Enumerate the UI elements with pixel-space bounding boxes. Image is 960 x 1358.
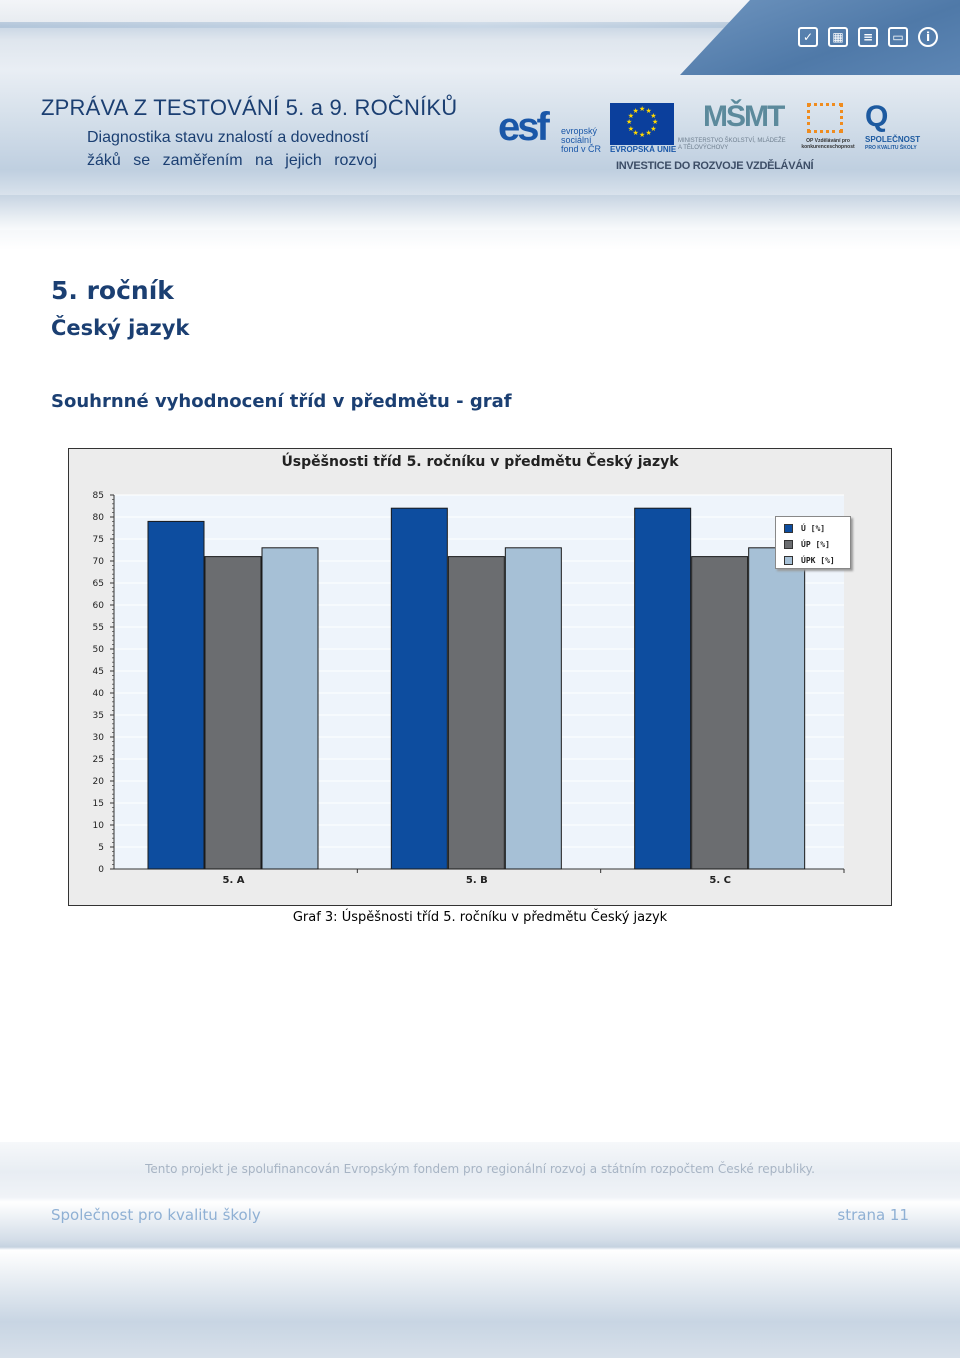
legend-swatch [784, 556, 793, 565]
msmt-text: MINISTERSTVO ŠKOLSTVÍ, MLÁDEŽE A TĚLOVÝCHOVY [678, 138, 786, 151]
legend-swatch [784, 540, 793, 549]
legend-swatch [784, 524, 793, 533]
footer-organization: Společnost pro kvalitu školy [51, 1206, 261, 1224]
y-tick-label: 25 [92, 755, 104, 765]
x-tick-label: 5. A [222, 875, 245, 886]
bar-1 [635, 508, 691, 869]
bar-2 [692, 557, 748, 869]
eu-star-icon: ★ [650, 124, 657, 133]
eu-star-icon: ★ [650, 111, 657, 120]
info-icon[interactable]: i [918, 27, 938, 47]
invest-slogan: INVESTICE DO ROZVOJE VZDĚLÁVÁNÍ [616, 160, 814, 172]
eu-star-icon: ★ [626, 118, 633, 126]
window-icon[interactable]: ▭ [888, 27, 908, 47]
chart-frame [68, 448, 892, 906]
partner-logos [498, 100, 938, 175]
legend-label: Ú [%] [801, 523, 826, 533]
eu-star-icon: ★ [627, 124, 635, 133]
y-tick-label: 65 [92, 579, 104, 589]
eu-star-icon: ★ [639, 105, 646, 113]
grade-heading: 5. ročník [51, 276, 174, 305]
legend-item [784, 554, 835, 566]
bar-chart [69, 449, 891, 905]
y-tick-label: 20 [92, 777, 104, 787]
y-tick-label: 85 [92, 491, 104, 501]
op-logo [793, 100, 863, 152]
legend-label: ÚP [%] [801, 539, 830, 549]
legend-label: ÚPK [%] [801, 555, 835, 565]
report-title: ZPRÁVA Z TESTOVÁNÍ 5. a 9. ROČNÍKŮ [41, 95, 458, 120]
bar-2 [448, 557, 504, 869]
eu-star-icon: ★ [652, 118, 659, 126]
y-tick-label: 55 [92, 623, 104, 633]
op-text: OP Vzdělávání pro konkurenceschopnost [801, 138, 855, 150]
eu-star-icon: ★ [645, 106, 652, 115]
y-tick-label: 75 [92, 535, 104, 545]
eu-label: EVROPSKÁ UNIE [610, 145, 677, 154]
report-subtitle-line1: Diagnostika stavu znalostí a dovedností [87, 129, 369, 146]
esf-text: evropský sociální fond v ČR [561, 126, 602, 154]
document-icon[interactable]: ≡ [858, 27, 878, 47]
y-tick-label: 80 [92, 513, 104, 523]
legend-item [784, 538, 830, 550]
eu-star-icon: ★ [632, 106, 639, 115]
bar-1 [148, 521, 204, 869]
y-tick-label: 60 [92, 601, 104, 611]
eu-star-icon: ★ [627, 111, 635, 120]
bar-3 [749, 548, 805, 869]
page-number: strana 11 [837, 1206, 909, 1224]
eu-star-icon: ★ [639, 131, 646, 139]
header-band [0, 195, 960, 230]
page-header [0, 0, 960, 250]
bar-2 [205, 557, 261, 869]
y-tick-label: 45 [92, 667, 104, 677]
chart-icon[interactable]: ▦ [828, 27, 848, 47]
legend-item [784, 522, 825, 534]
sqs-text: SPOLEČNOST PRO KVALITU ŠKOLY [865, 135, 921, 151]
section-heading: Souhrnné vyhodnocení tříd v předmětu - graf [51, 391, 512, 412]
y-tick-label: 0 [98, 865, 104, 875]
chart-legend [775, 516, 851, 569]
y-tick-label: 35 [92, 711, 104, 721]
esf-letters: esf [498, 105, 547, 149]
sqs-logo [865, 100, 935, 152]
y-tick-label: 50 [92, 645, 104, 655]
sqs-mark: Q [865, 100, 889, 133]
x-tick-label: 5. B [465, 875, 488, 886]
x-tick-label: 5. C [709, 875, 731, 886]
eu-star-icon: ★ [645, 129, 652, 138]
header-toolbar [798, 27, 938, 47]
y-tick-label: 15 [92, 799, 104, 809]
eu-flag-logo [610, 103, 674, 145]
op-mark [807, 103, 843, 133]
y-tick-label: 10 [92, 821, 104, 831]
bar-3 [505, 548, 561, 869]
msmt-mark: MŠMT [703, 100, 784, 133]
bar-1 [391, 508, 447, 869]
report-subtitle-line2: žáků se zaměřením na jejich rozvoj [87, 152, 377, 169]
chart-title: Úspěšnosti tříd 5. ročníku v předmětu Český jazyk [281, 454, 679, 470]
funding-note: Tento projekt je spolufinancován Evropským fondem pro regionální rozvoj a státním rozpočtem České republiky. [145, 1162, 815, 1176]
chart-caption: Graf 3: Úspěšnosti tříd 5. ročníku v předmětu Český jazyk [292, 910, 668, 925]
eu-star-icon: ★ [632, 129, 639, 138]
checkbox-icon[interactable]: ✓ [798, 27, 818, 47]
y-tick-label: 5 [98, 843, 104, 853]
subject-heading: Český jazyk [51, 316, 190, 340]
msmt-logo [678, 100, 788, 152]
esf-logo [498, 105, 603, 155]
y-tick-label: 30 [92, 733, 104, 743]
y-tick-label: 40 [92, 689, 104, 699]
y-tick-label: 70 [92, 557, 104, 567]
bar-3 [262, 548, 318, 869]
